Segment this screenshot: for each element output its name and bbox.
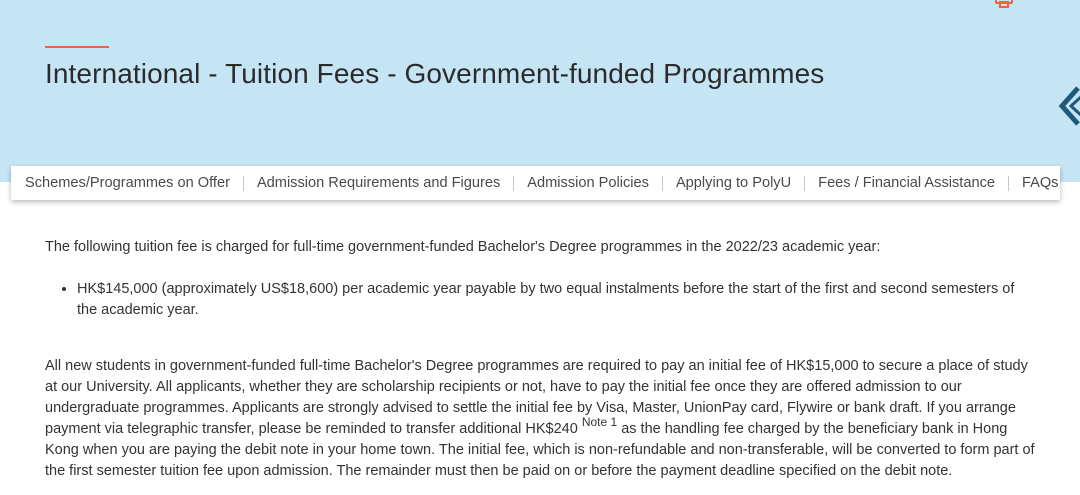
nav-divider (243, 176, 244, 191)
initial-fee-paragraph (45, 356, 1035, 482)
nav-item-admission-policies[interactable]: Admission Policies (527, 175, 649, 191)
nav-divider (662, 176, 663, 191)
tuition-fee-list (45, 279, 1035, 321)
tuition-fee-item: • HK$145,000 (approximately US$18,600) per academic year payable by two equal instalments before the start of the first and second semesters of the academic year. (77, 279, 1035, 321)
nav-item-fees-financial-assistance[interactable]: Fees / Financial Assistance (818, 175, 995, 191)
page-title: International - Tuition Fees - Government-funded Programmes (45, 58, 825, 89)
page-hero-banner (0, 0, 1080, 182)
initial-fee-text-part1: All new students in government-funded full-time Bachelor's Degree programmes are required to pay an initial fee of HK$15,000 to secure a place of study at our University. All applicants, whether they are scholarship recipients or not, have to pay the initial fee once they are offered admission to our undergraduate programmes. Applicants are strongly advised to settle the initial fee by Visa, Master, UnionPay card, Flywire or bank draft. If you arrange payment via telegraphic transfer, please be reminded to transfer additional HK$240 (45, 358, 1028, 437)
note-1-reference[interactable]: Note 1 (581, 415, 618, 430)
nav-divider (804, 176, 805, 191)
nav-item-applying[interactable]: Applying to PolyU (675, 175, 792, 191)
nav-item-faqs[interactable]: FAQs (1021, 175, 1059, 191)
nav-divider (513, 176, 514, 191)
main-content (45, 237, 1035, 482)
chevron-left-icon[interactable] (1056, 84, 1080, 128)
initial-fee-text-part2: as the handling fee charged by the beneficiary bank in Hong Kong when you are paying the debit note in your home town. The initial fee, which is non-refundable and non-transferable, will be converted to form part of the first semester tuition fee upon admission. The remainder must then be paid on or before the payment deadline specified on the debit note. (45, 421, 1035, 479)
nav-item-admission-requirements[interactable]: Admission Requirements and Figures (256, 175, 501, 191)
nav-divider (1008, 176, 1009, 191)
title-accent-line (45, 46, 109, 48)
nav-item-schemes-programmes[interactable]: Schemes/Programmes on Offer (25, 175, 230, 191)
print-icon[interactable] (993, 0, 1015, 8)
intro-paragraph: The following tuition fee is charged for full-time government-funded Bachelor's Degree programmes in the 2022/23 academic year: (45, 239, 881, 255)
section-nav-bar (11, 166, 1060, 200)
